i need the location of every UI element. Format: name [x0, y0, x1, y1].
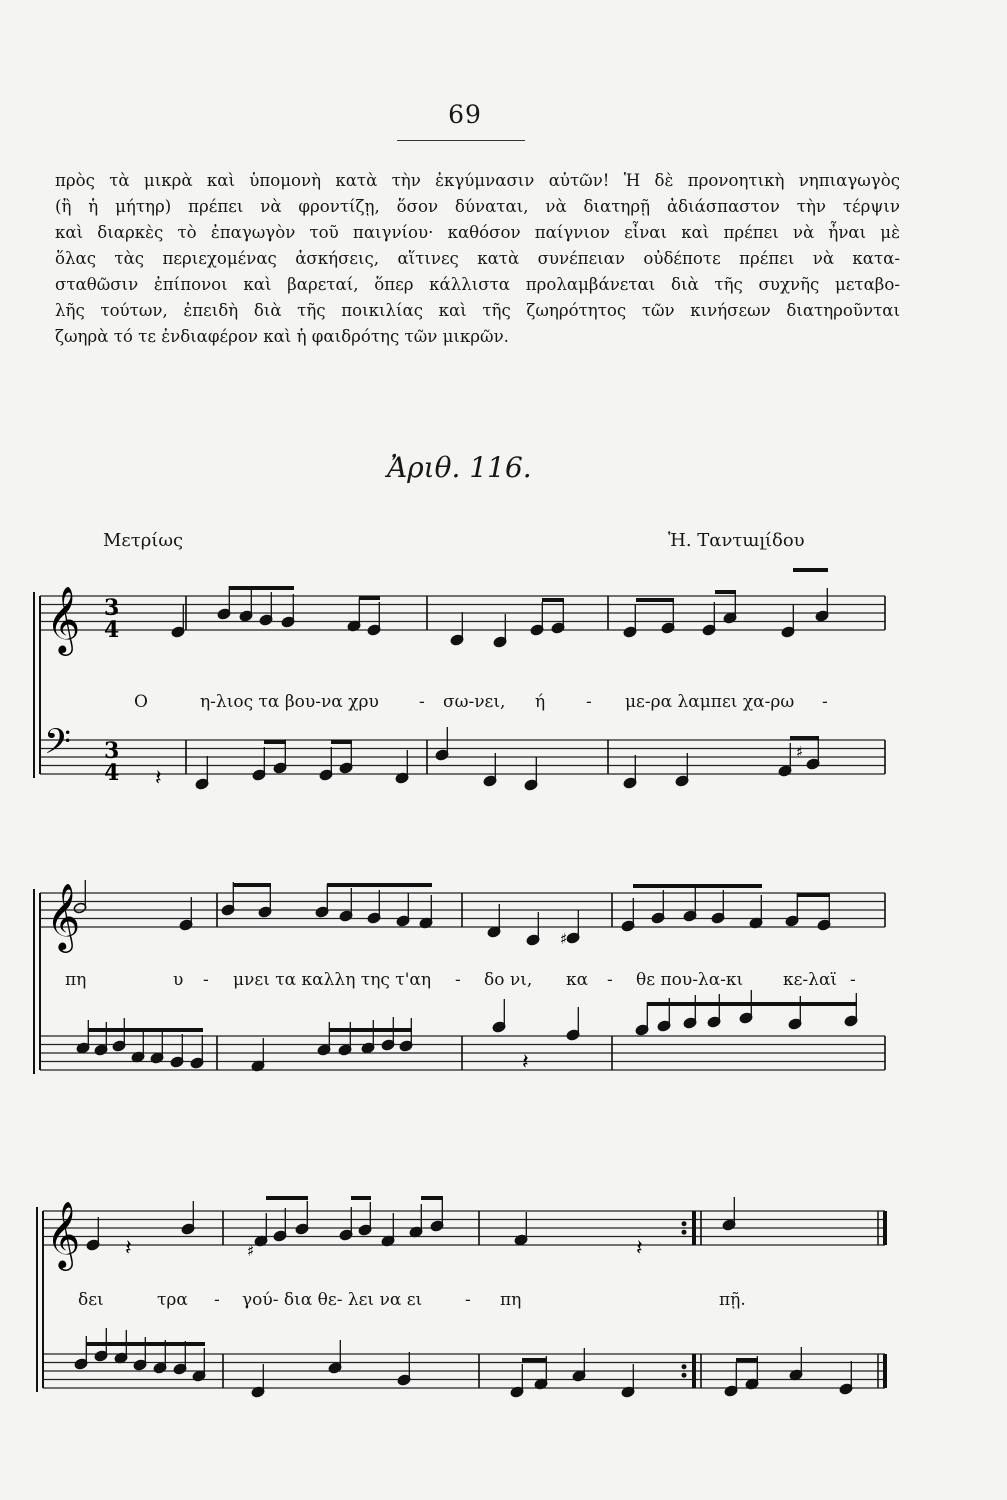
sharp-icon: ♯: [247, 1242, 255, 1260]
lyric-syllable: -: [850, 970, 856, 990]
note-beam: [266, 1196, 308, 1200]
time-signature-bottom: 4: [104, 760, 120, 786]
lyric-syllable: υ: [173, 970, 184, 990]
lyric-syllable: τρα: [157, 1290, 188, 1310]
lyric-syllable: η-λιος τα βου-να χρυ: [200, 692, 379, 712]
sharp-icon: ♯: [796, 743, 804, 761]
note-beam: [793, 568, 828, 572]
note-beam: [647, 1002, 857, 1006]
time-signature: [104, 595, 119, 786]
note-beam: [790, 736, 819, 740]
time-signature-top: 3: [104, 595, 120, 621]
note-beam: [421, 1196, 443, 1200]
rest-icon: 𝄽: [522, 1050, 529, 1075]
treble-clef-icon: 𝄞: [46, 1200, 81, 1268]
text-line: πρὸς τὰ μικρὰ καὶ ὑπομονὴ κατὰ τὴν ἐκγύμνασιν αὐτῶν! Ἡ δὲ προνοητικὴ νηπιαγωγὸς: [55, 171, 900, 190]
lyric-syllable: -: [586, 692, 592, 712]
treble-clef-icon: 𝄞: [46, 882, 81, 950]
sharp-icon: ♯: [560, 930, 568, 948]
lyric-syllable: ή: [535, 692, 546, 712]
note-beam: [329, 1028, 412, 1032]
lyric-syllable: κε-λαϊ: [783, 970, 838, 990]
staff-lines: [40, 596, 885, 1388]
note-beam: [715, 590, 736, 594]
note-beam: [542, 598, 564, 602]
lyric-syllable: κα: [566, 970, 589, 990]
note-beam: [636, 598, 674, 602]
text-line: σταθῶσιν ἐπίπονοι καὶ βαρεταί, ὅπερ κάλλιστα προλαμβάνεται διὰ τῆς συχνῆς μεταβο-: [55, 275, 900, 294]
lyric-syllable: δο νι,: [484, 970, 533, 990]
repeat-dot: [682, 1230, 687, 1235]
note-beam: [229, 586, 294, 590]
treble-clef-icon: 𝄞: [46, 585, 81, 653]
rest-icon: 𝄽: [636, 1236, 643, 1261]
lyric-syllable: -: [214, 1290, 220, 1310]
lyric-syllable: γού- δια θε- λει να ει: [242, 1290, 423, 1310]
text-line: καὶ διαρκὲς τὸ ἐπαγωγὸν τοῦ παιγνίου· καθόσον παίγνιον εἶναι καὶ πρέπει νὰ ἦναι μὲ: [55, 223, 900, 242]
lyric-syllable: -: [465, 1290, 471, 1310]
text-line: ζωηρὰ τό τε ἐνδιαφέρον καὶ ἡ φαιδρότης τῶν μικρῶν.: [55, 327, 509, 346]
note-beam: [331, 740, 352, 744]
time-signature-bottom: 4: [104, 617, 120, 643]
note-beam: [327, 883, 432, 887]
barlines: [34, 592, 885, 1392]
lyric-syllable: -: [203, 970, 209, 990]
lyric-syllable: δει: [78, 1290, 104, 1310]
lyric-syllable: σω-νει,: [443, 692, 506, 712]
rest-icon: 𝄽: [155, 766, 162, 791]
bass-clef-icon: 𝄢: [44, 721, 72, 770]
lyric-syllable: -: [607, 970, 613, 990]
lyric-syllable: πη: [500, 1290, 522, 1310]
lyric-syllable: Ο: [134, 692, 148, 712]
lyric-syllable: πῇ.: [719, 1290, 746, 1310]
note-beam: [359, 596, 380, 600]
lyric-syllable: πη: [65, 970, 87, 990]
text-line: λῆς τούτων, ἐπειδὴ διὰ τῆς ποικιλίας καὶ τῆς ζωηρότητος τῶν κινήσεων διατηροῦνται: [55, 301, 900, 320]
repeat-dot: [682, 1221, 687, 1226]
note-beam: [736, 1358, 758, 1362]
note-beam: [264, 740, 286, 744]
lyric-syllable: -: [419, 692, 425, 712]
text-line: ὅλας τὰς περιεχομένας ἀσκήσεις, αἵτινες κατὰ συνέπειαν οὐδέποτε πρέπει νὰ κατα-: [55, 249, 900, 268]
repeat-dot: [682, 1364, 687, 1369]
song-number-heading: Ἀριθ. 116.: [387, 451, 532, 484]
note-beam: [233, 883, 271, 887]
lyric-syllable: θε που-λα-κι: [636, 970, 744, 990]
lyric-syllable: -: [455, 970, 461, 990]
text-line: (ἢ ἡ μήτηρ) πρέπει νὰ φροντίζῃ, ὅσον δύναται, νὰ διατηρῇ ἀδιάσπαστον τὴν τέρψιν: [55, 197, 900, 216]
page-number: 69: [448, 100, 482, 129]
note-beam: [633, 884, 762, 888]
rest-icon: 𝄽: [125, 1236, 132, 1261]
lyric-syllable: με-ρα λαμπει χα-ρω: [625, 692, 795, 712]
note-beam: [522, 1358, 547, 1362]
lyric-syllable: μνει τα καλλη της τ'αη: [233, 970, 432, 990]
clefs: [44, 585, 80, 770]
tempo-marking: Μετρίως: [103, 530, 184, 551]
note-beam: [351, 1196, 371, 1200]
note-beam: [88, 1028, 203, 1032]
note-beam: [797, 893, 830, 897]
repeat-dot: [682, 1373, 687, 1378]
lyric-syllable: -: [822, 692, 828, 712]
composer-name: Ἡ. Ταντալίδου: [668, 530, 805, 551]
time-signature-top: 3: [104, 738, 120, 764]
note-beam: [86, 1342, 205, 1346]
